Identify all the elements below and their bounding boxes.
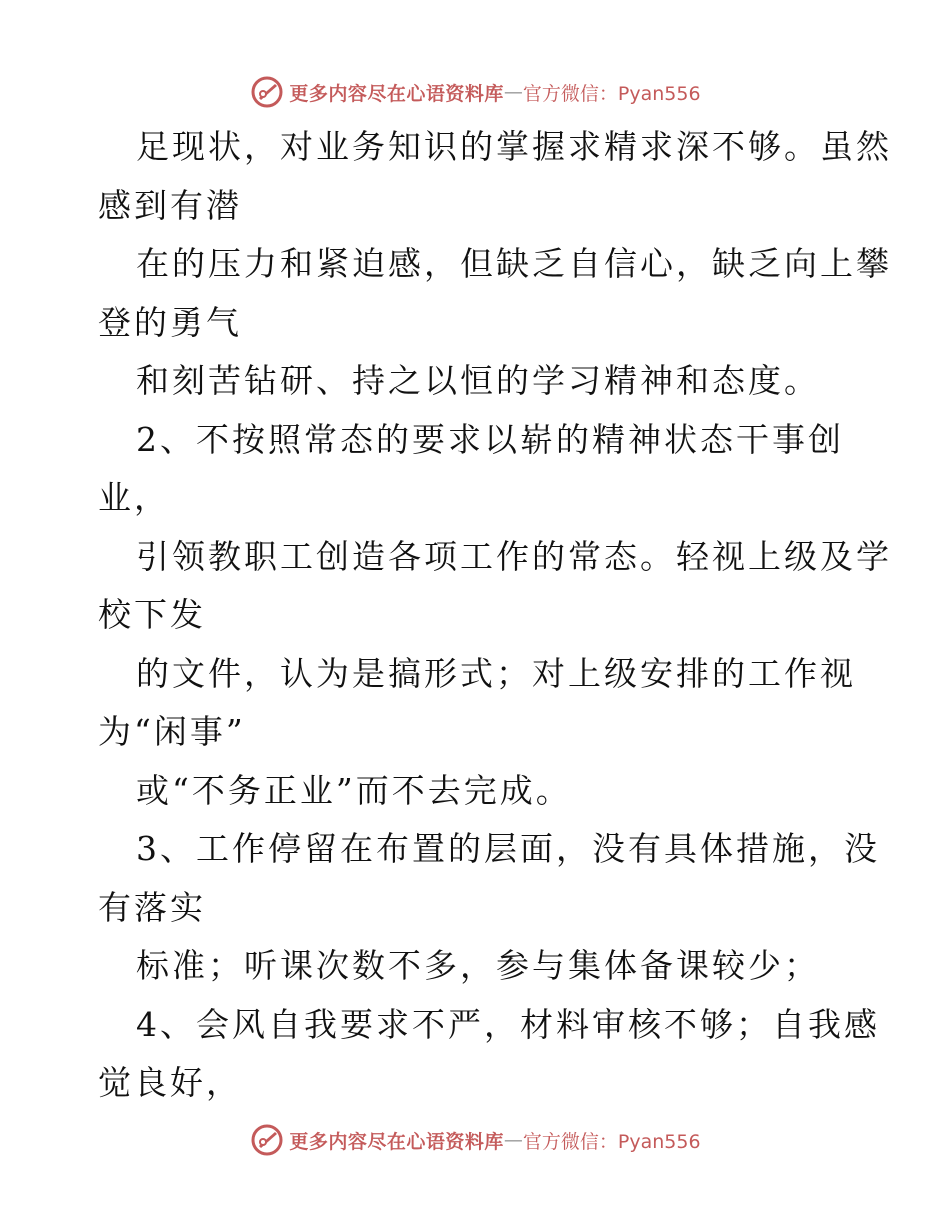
text-line: 觉良好， [98, 1063, 242, 1102]
text-line: 在的压力和紧迫感，但缺乏自信心，缺乏向上攀 [136, 244, 892, 283]
logo-icon [249, 74, 285, 110]
text-line: 足现状，对业务知识的掌握求精求深不够。虽然 [136, 127, 892, 166]
watermark-separator: — [503, 81, 523, 103]
text-line: 2、不按照常态的要求以崭的精神状态干事创 [136, 419, 844, 459]
text-line: 校下发 [98, 595, 206, 634]
watermark-wechat: 官方微信：Pyan556 [522, 1130, 701, 1153]
watermark-text: 更多内容尽在心语资料库 [289, 1130, 504, 1153]
text-line: 3、工作停留在布置的层面，没有具体措施，没 [136, 829, 880, 868]
text-line: 引领教职工创造各项工作的常态。轻视上级及学 [136, 536, 892, 576]
text-line: 登的勇气 [98, 302, 242, 342]
watermark-text: 更多内容尽在心语资料库 [289, 82, 504, 105]
watermark-separator: — [503, 1129, 523, 1151]
text-line: 或“不务正业”而不去完成。 [136, 770, 572, 810]
text-line: 4、会风自我要求不严，材料审核不够；自我感 [136, 1004, 880, 1044]
text-line: 标准；听课次数不多，参与集体备课较少； [136, 946, 820, 985]
header-watermark [0, 72, 950, 112]
text-line: 的文件，认为是搞形式；对上级安排的工作视 [136, 653, 856, 693]
text-line: 有落实 [98, 887, 206, 927]
footer-watermark [0, 1120, 950, 1160]
document-body [98, 118, 892, 1113]
text-line: 为“闲事” [98, 712, 246, 751]
logo-icon [249, 1122, 285, 1158]
watermark-wechat: 官方微信：Pyan556 [522, 82, 701, 105]
text-line: 感到有潜 [98, 185, 242, 225]
text-line: 业， [98, 478, 170, 517]
text-line: 和刻苦钻研、持之以恒的学习精神和态度。 [136, 361, 820, 400]
